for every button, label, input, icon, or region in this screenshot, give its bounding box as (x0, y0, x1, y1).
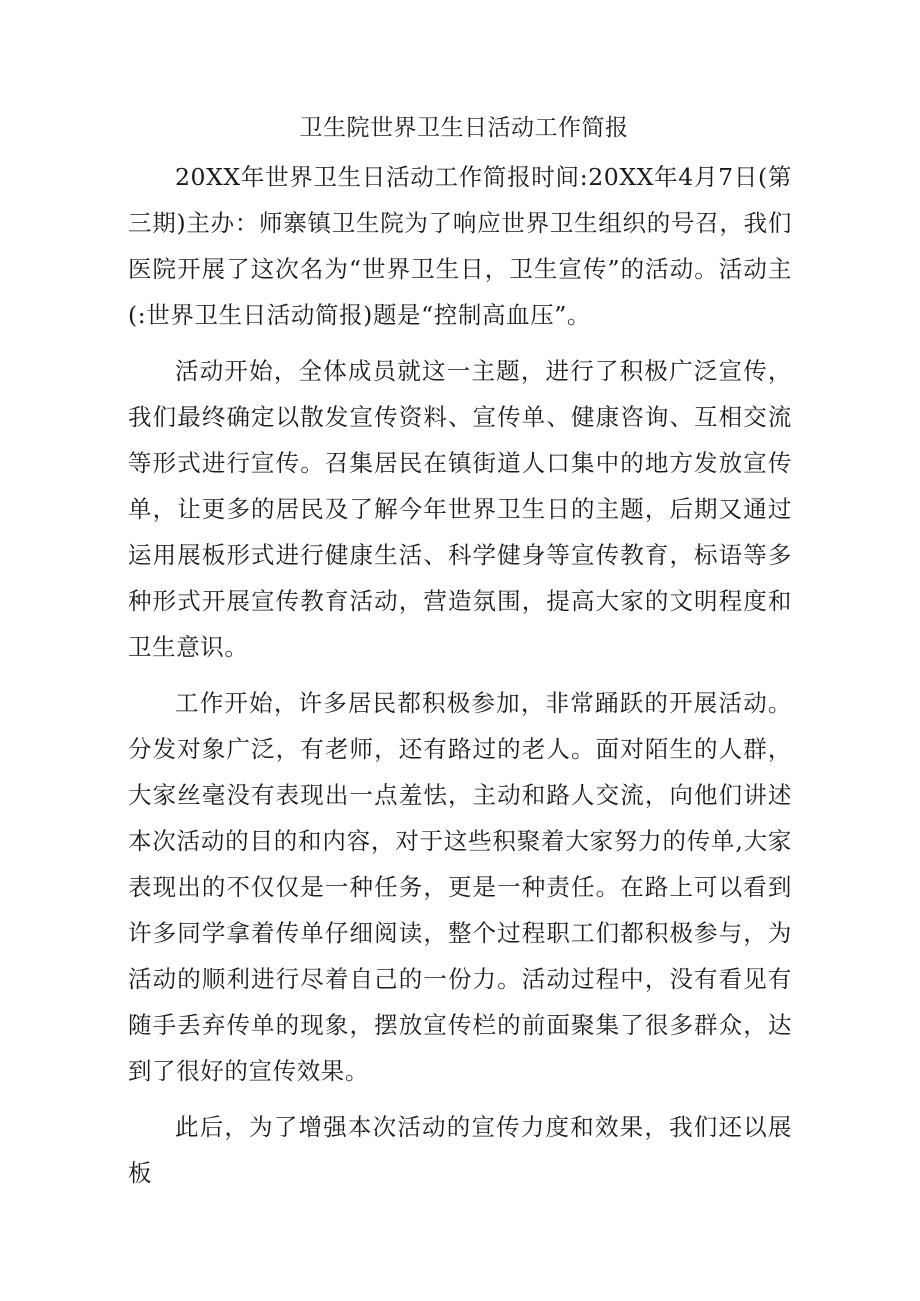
paragraph-activity-start: 活动开始，全体成员就这一主题，进行了积极广泛宣传，我们最终确定以散发宣传资料、宣传单、健康咨询、互相交流等形式进行宣传。召集居民在镇街道人口集中的地方发放宣传单，让更多的居民及了解今年世界卫生日的主题，后期又通过运用展板形式进行健康生活、科学健身等宣传教育，标语等多种形式开展宣传教育活动，营造氛围，提高大家的文明程度和卫生意识。 (128, 357, 792, 661)
paragraph-afterwards: 此后，为了增强本次活动的宣传力度和效果，我们还以展板 (128, 1113, 792, 1187)
document-title: 卫生院世界卫生日活动工作简报 (299, 115, 629, 141)
paragraph-intro: 20XX年世界卫生日活动工作简报时间:20XX年4月7日(第三期)主办：师寨镇卫生院为了响应世界卫生组织的号召，我们医院开展了这次名为“世界卫生日，卫生宣传”的活动。活动主(:世界卫生日活动简报)题是“控制高血压”。 (128, 163, 792, 329)
paragraph-work-start: 工作开始，许多居民都积极参加，非常踊跃的开展活动。分发对象广泛，有老师，还有路过的老人。面对陌生的人群，大家丝毫没有表现出一点羞怯，主动和路人交流，向他们讲述本次活动的目的和内容，对于这些积聚着大家努力的传单,大家表现出的不仅仅是一种任务，更是一种责任。在路上可以看到许多同学拿着传单仔细阅读，整个过程职工们都积极参与，为活动的顺利进行尽着自己的一份力。活动过程中，没有看见有随手丢弃传单的现象，摆放宣传栏的前面聚集了很多群众，达到了很好的宣传效果。 (128, 689, 792, 1085)
